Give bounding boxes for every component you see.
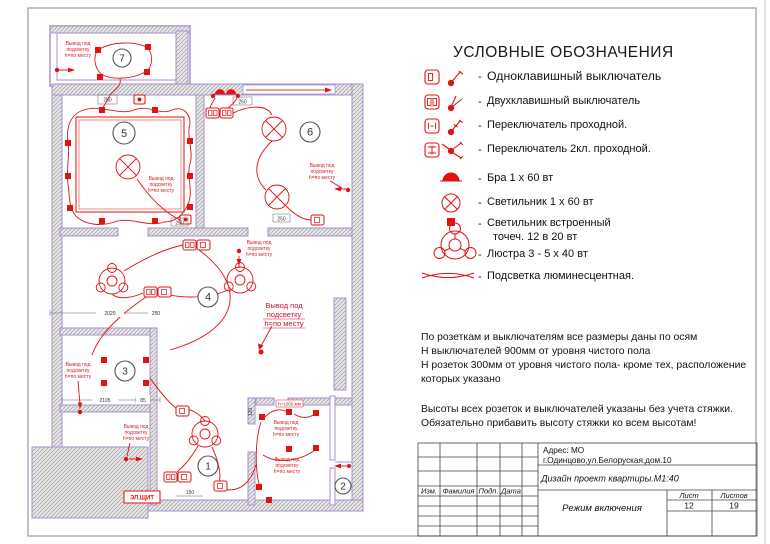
vyvod-label: [123, 424, 150, 442]
vyvod-label: [274, 457, 301, 475]
svg-text:2105: 2105: [99, 398, 111, 404]
vyvod-label: [273, 420, 300, 438]
pass-switch-icon: [423, 115, 473, 139]
svg-text:Дата: Дата: [501, 486, 521, 496]
svg-text:ЭЛ.ЩИТ: ЭЛ.ЩИТ: [129, 495, 155, 502]
svg-text:h=по месту: h=по месту: [264, 319, 304, 328]
drawing-sheet: 250 250 250 250 2020 250 2105 85 150 120 Вывод под подсветку h=по месту Вывод под подсветку h=по месту Вывод под подсветку h=по месту Вывод под подсветку h=по месту Вывод под подсветку h=по месту Вывод под подсветку h=по месту Вывод под подсветку h=по месту Вывод под подсветку h=по месту Вывод под подсветку h=по месту h=1000 мм ЭЛ.ЩИТ 7 5 6 4 3 1 2 Изм. Фамилия Подп. Дата Адрес: МО г.Одинцово,ул.Белоруская,дом.10 Дизайн проект квартиры.М1:40 Лист Листов 12 19 Режим включения УСЛОВНЫЕ ОБОЗНАЧЕНИЯ - Одноклавишный выключатель - Двухклавишный выключатель - Переключатель проходной. - Переключатель 2кл. проходной. - Бра 1 х 60 вт - Светильник 1 х 60 вт - Светильник встроенный точеч. 12 в 20 вт - Люстра 3 - 5 х 40 вт - Подсветка люминесцентная. По розеткам и выключателям все размеры даны по осям Н выключателей 900мм от уровня чистого пола Н розеток 300мм от уровня чистого пола- кроме тех, расположение которых указано Высоты всех розеток и выключателей указаны без учета стяжки. Обязательно прибавить высоту стяжки ко всем высотам!: [0, 0, 770, 544]
chandelier-symbols: [96, 263, 256, 448]
note-line: Н розеток 300мм от уровня чистого пола- кроме тех, расположение: [421, 360, 747, 371]
svg-text:250: 250: [151, 310, 161, 317]
window-backlight: [243, 85, 335, 94]
mode-title: Режим включения: [562, 503, 642, 514]
svg-text:h=по месту: h=по месту: [273, 469, 301, 475]
svg-text:Вывод под: Вывод под: [123, 424, 149, 430]
svg-text:подсветку: подсветку: [247, 246, 271, 252]
svg-text:Изм.: Изм.: [421, 486, 437, 496]
svg-text:250: 250: [238, 99, 247, 106]
svg-text:5: 5: [120, 128, 128, 140]
svg-text:Подп.: Подп.: [478, 486, 499, 496]
double-switch-icon: [423, 91, 473, 115]
svg-text:h=по месту: h=по месту: [308, 175, 336, 181]
svg-text:1: 1: [205, 461, 211, 473]
vyvod-label: [148, 176, 175, 194]
svg-text:2020: 2020: [104, 310, 116, 317]
svg-text:h=по месту: h=по месту: [147, 188, 175, 194]
svg-text:120: 120: [248, 407, 254, 417]
sheets-total: 19: [729, 500, 739, 511]
fluorescent-icon: [421, 268, 475, 282]
svg-text:Фамилия: Фамилия: [442, 486, 475, 496]
svg-text:подсветку: подсветку: [310, 169, 334, 175]
svg-text:4: 4: [204, 291, 212, 304]
room-number: [113, 122, 135, 144]
svg-text:250: 250: [103, 97, 112, 104]
svg-text:Вывод под: Вывод под: [246, 240, 272, 246]
title-block-text: [421, 446, 748, 514]
svg-text:3: 3: [122, 366, 128, 378]
room-number: [335, 478, 351, 494]
svg-text:Вывод под: Вывод под: [65, 41, 91, 47]
svg-text:Вывод под: Вывод под: [309, 163, 335, 169]
h1000-label: [276, 400, 303, 407]
vyvod-label: [65, 362, 92, 380]
note-line: Н выключателей 900мм от уровня чистого пола: [421, 346, 651, 357]
address-line1: Адрес: МО: [543, 446, 585, 455]
vyvod-label: [309, 163, 336, 181]
svg-text:подсветку: подсветку: [66, 47, 90, 53]
warning-line: Высоты всех розеток и выключателей указаны без учета стяжки.: [421, 404, 733, 415]
svg-text:7: 7: [119, 53, 125, 65]
chandelier-icon: [430, 222, 480, 272]
note-line: которых указано: [421, 374, 501, 385]
svg-text:h=по месту: h=по месту: [64, 374, 92, 380]
vyvod-label: [65, 41, 92, 59]
project-title: Дизайн проект квартиры.М1:40: [541, 473, 679, 484]
room-number: [198, 456, 218, 476]
svg-text:Вывод под: Вывод под: [65, 362, 91, 368]
warning-line: Обязательно прибавить высоту стяжки ко всем высотам!: [421, 418, 697, 429]
vyvod-label-large: [263, 301, 305, 328]
svg-text:подсветку: подсветку: [275, 463, 299, 469]
svg-text:Вывод под: Вывод под: [274, 457, 300, 463]
address-line2: г.Одинцово,ул.Белоруская,дом.10: [543, 456, 672, 465]
svg-text:6: 6: [306, 126, 314, 139]
svg-text:Лист: Лист: [679, 491, 699, 500]
room-number: [113, 49, 131, 67]
room-number: [198, 287, 218, 307]
svg-text:85: 85: [140, 398, 146, 404]
svg-text:h=по месту: h=по месту: [245, 252, 273, 258]
legend-title: УСЛОВНЫЕ ОБОЗНАЧЕНИЯ: [453, 44, 674, 61]
svg-text:Вывод под: Вывод под: [265, 301, 303, 310]
svg-text:Листов: Листов: [720, 491, 748, 500]
svg-text:250: 250: [277, 216, 286, 223]
sconce-icon: [423, 168, 473, 192]
note-line: По розеткам и выключателям все размеры даны по осям: [421, 332, 698, 343]
svg-text:Вывод под: Вывод под: [148, 176, 174, 182]
svg-text:подсветку: подсветку: [266, 310, 302, 319]
svg-text:h=по месту: h=по месту: [272, 432, 300, 438]
svg-text:Вывод под: Вывод под: [273, 420, 299, 426]
svg-text:250: 250: [175, 220, 184, 227]
svg-text:h=1000 мм: h=1000 мм: [278, 401, 301, 407]
vyvod-label: [246, 240, 273, 258]
svg-text:2: 2: [340, 481, 346, 493]
svg-text:подсветку: подсветку: [124, 430, 148, 436]
sheet-number: 12: [684, 500, 694, 511]
electrical-panel-label: [124, 491, 160, 503]
room-number: [115, 361, 135, 381]
single-switch-icon: [423, 66, 473, 90]
pass-switch-2-icon: [423, 139, 473, 163]
svg-text:подсветку: подсветку: [149, 182, 173, 188]
svg-text:150: 150: [185, 490, 195, 496]
svg-text:подсветку: подсветку: [66, 368, 90, 374]
svg-text:h=по месту: h=по месту: [122, 436, 150, 442]
svg-text:подсветку: подсветку: [274, 426, 298, 432]
svg-text:h=по месту: h=по месту: [64, 53, 92, 59]
room-number: [300, 122, 320, 142]
